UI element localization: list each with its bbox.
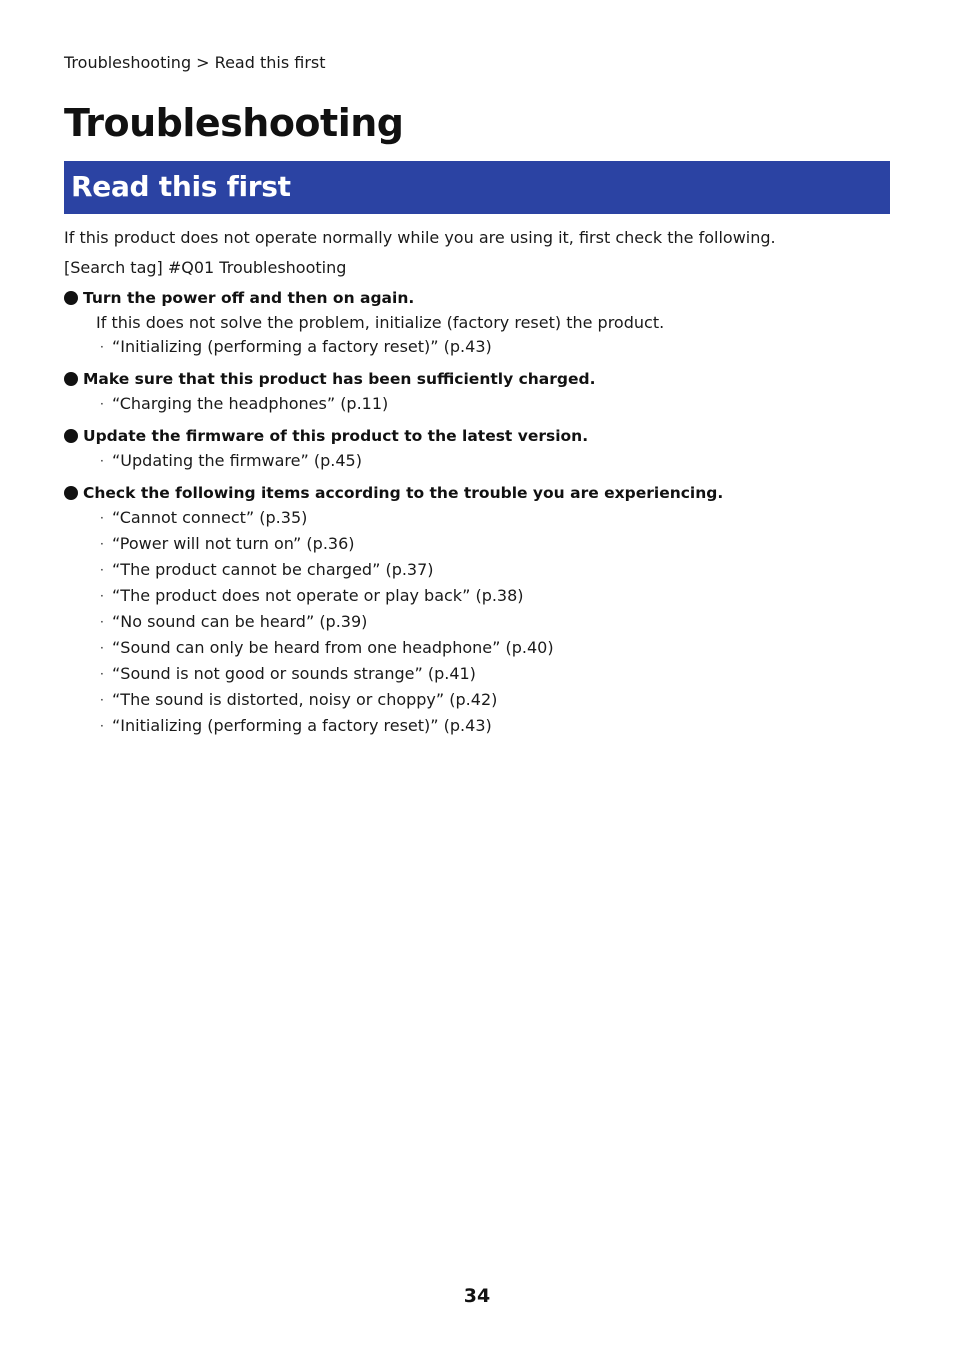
reference-list (64, 448, 894, 474)
filled-circle-icon (64, 429, 78, 443)
bullet-icon: · (100, 454, 104, 468)
reference-link[interactable]: · “Initializing (performing a factory reset)” (p.43) (100, 713, 894, 739)
reference-list (64, 391, 894, 417)
checklist-item (64, 367, 894, 417)
checklist-note: If this does not solve the problem, initialize (factory reset) the product. (96, 313, 665, 332)
section-title: Read this first (71, 170, 291, 203)
search-tag: [Search tag] #Q01 Troubleshooting (64, 258, 347, 277)
reference-link[interactable]: · “Updating the firmware” (p.45) (100, 448, 894, 474)
bullet-icon: · (100, 719, 104, 733)
filled-circle-icon (64, 291, 78, 305)
bullet-icon: · (100, 563, 104, 577)
checklist-heading (64, 286, 894, 310)
bullet-icon: · (100, 641, 104, 655)
filled-circle-icon (64, 486, 78, 500)
reference-list (64, 334, 894, 360)
checklist-heading-text: Make sure that this product has been sufficiently charged. (83, 370, 596, 388)
reference-link[interactable]: · “Sound is not good or sounds strange” (p.41) (100, 661, 894, 687)
reference-link[interactable]: · “The product cannot be charged” (p.37) (100, 557, 894, 583)
checklist-heading (64, 481, 894, 505)
reference-link[interactable]: · “No sound can be heard” (p.39) (100, 609, 894, 635)
checklist (64, 286, 894, 746)
reference-link[interactable]: · “Charging the headphones” (p.11) (100, 391, 894, 417)
checklist-heading (64, 367, 894, 391)
reference-link[interactable]: · “Initializing (performing a factory reset)” (p.43) (100, 334, 894, 360)
bullet-icon: · (100, 511, 104, 525)
checklist-heading (64, 424, 894, 448)
reference-link[interactable]: · “Sound can only be heard from one headphone” (p.40) (100, 635, 894, 661)
reference-link[interactable]: · “The product does not operate or play back” (p.38) (100, 583, 894, 609)
bullet-icon: · (100, 589, 104, 603)
breadcrumb: Troubleshooting > Read this first (64, 53, 326, 72)
reference-list (64, 505, 894, 739)
checklist-heading-text: Check the following items according to the trouble you are experiencing. (83, 484, 724, 502)
section-header-bar (64, 161, 890, 214)
checklist-heading-text: Update the firmware of this product to the latest version. (83, 427, 589, 445)
checklist-item (64, 481, 894, 739)
checklist-item (64, 424, 894, 474)
reference-link[interactable]: · “The sound is distorted, noisy or choppy” (p.42) (100, 687, 894, 713)
page-number: 34 (463, 1285, 491, 1307)
bullet-icon: · (100, 615, 104, 629)
reference-link[interactable]: · “Power will not turn on” (p.36) (100, 531, 894, 557)
bullet-icon: · (100, 693, 104, 707)
bullet-icon: · (100, 340, 104, 354)
filled-circle-icon (64, 372, 78, 386)
checklist-heading-text: Turn the power off and then on again. (83, 289, 415, 307)
bullet-icon: · (100, 397, 104, 411)
bullet-icon: · (100, 667, 104, 681)
intro-text: If this product does not operate normally while you are using it, first check the following. (64, 228, 776, 247)
checklist-item (64, 286, 894, 360)
reference-link[interactable]: · “Cannot connect” (p.35) (100, 505, 894, 531)
page-title: Troubleshooting (64, 101, 404, 145)
bullet-icon: · (100, 537, 104, 551)
